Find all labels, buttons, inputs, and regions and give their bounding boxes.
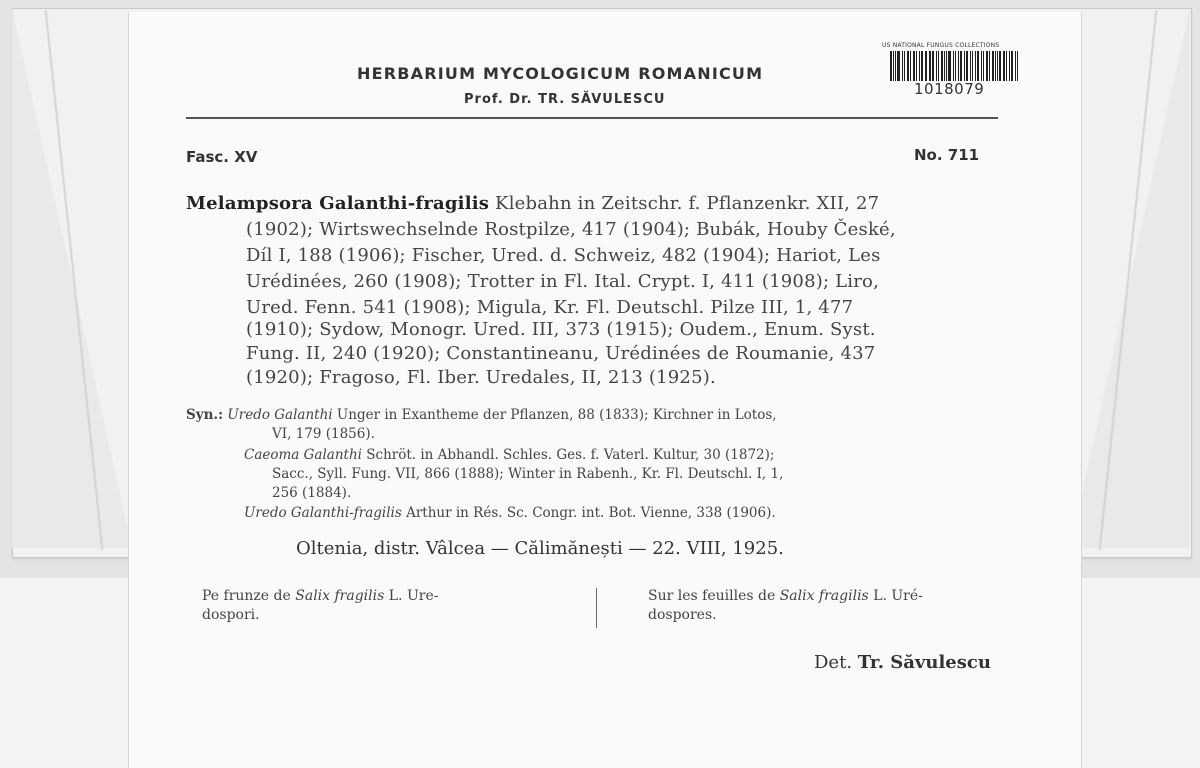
synonym-continuation: 256 (1884). [272, 485, 352, 501]
synonym-continuation: Sacc., Syll. Fung. VII, 866 (1888); Winter in Rabenh., Kr. Fl. Deutschl. I, 1, [272, 466, 784, 482]
synonym-citation: Schröt. in Abhandl. Schles. Ges. f. Vaterl. Kultur, 30 (1872); [366, 447, 775, 463]
barcode-bar [907, 51, 909, 81]
determiner-name: Tr. Săvulescu [857, 652, 991, 673]
barcode-bar [999, 51, 1001, 81]
barcode-bar [921, 51, 923, 81]
barcode-bar [938, 51, 939, 81]
determiner-prefix: Det. [814, 652, 853, 673]
language-divider [596, 588, 597, 628]
barcode-bar [975, 51, 977, 81]
species-name: Melampsora Galanthi-fragilis [186, 193, 490, 214]
host-fr-post: L. Uré- [873, 588, 923, 604]
barcode-bar [948, 51, 950, 81]
barcode-bar [902, 51, 903, 81]
barcode-bar [925, 51, 926, 81]
host-fr-pre: Sur les feuilles de [648, 588, 776, 604]
barcode-bar [983, 51, 984, 81]
barcode-bar [919, 51, 920, 81]
envelope-crease-right [1068, 10, 1188, 550]
barcode-bar [995, 51, 996, 81]
barcode-bar [946, 51, 947, 81]
host-french-cont: dospores. [648, 607, 717, 623]
barcode-bar [953, 51, 955, 81]
envelope-crease-left [14, 10, 134, 550]
barcode-bar [941, 51, 943, 81]
barcode-bar [932, 51, 934, 81]
barcode-bar [986, 51, 988, 81]
synonym-line [244, 505, 776, 521]
barcode-bar [904, 51, 906, 81]
description-line: Urédinées, 260 (1908); Trotter in Fl. Ital. Crypt. I, 411 (1908); Liro, [246, 271, 880, 292]
synonym-continuation: VI, 179 (1856). [272, 426, 375, 442]
barcode-bar [989, 51, 990, 81]
barcode-bar [895, 51, 896, 81]
synonym-name: Caeoma Galanthi [244, 447, 362, 463]
description-line: Fung. II, 240 (1920); Constantineanu, Urédinées de Roumanie, 437 [246, 343, 876, 364]
description-line: (1902); Wirtswechselnde Rostpilze, 417 (1904); Bubák, Houby České, [246, 219, 896, 240]
barcode-bar [890, 51, 892, 81]
barcode-bar [929, 51, 931, 81]
barcode-bar [992, 51, 994, 81]
host-ro-post: L. Ure- [388, 588, 439, 604]
barcode-bar [977, 51, 979, 81]
description-line: (1910); Sydow, Monogr. Ured. III, 373 (1915); Oudem., Enum. Syst. [246, 319, 876, 340]
specimen-number: No. 711 [914, 146, 980, 164]
barcode-bar [958, 51, 959, 81]
synonym-name: Uredo Galanthi [227, 407, 333, 423]
host-ro-pre: Pe frunze de [202, 588, 291, 604]
barcode-bar [913, 51, 915, 81]
barcode-bar [964, 51, 965, 81]
barcode-bar [936, 51, 937, 81]
barcode-bar [981, 51, 982, 81]
barcode-bar [955, 51, 956, 81]
barcode-bar [960, 51, 962, 81]
description-line: Díl I, 188 (1906); Fischer, Ured. d. Schweiz, 482 (1904); Hariot, Les [246, 245, 881, 266]
barcode-number: 1018079 [914, 80, 985, 98]
barcode-bar [997, 51, 998, 81]
barcode-caption: US NATIONAL FUNGUS COLLECTIONS [882, 42, 1000, 49]
description-line: (1920); Fragoso, Fl. Iber. Uredales, II, 213 (1925). [246, 367, 716, 388]
host-french [648, 588, 923, 604]
barcode-bar [1009, 51, 1010, 81]
synonym-line [244, 447, 774, 463]
synonyms-label: Syn.: [186, 407, 224, 423]
synonym-line [186, 407, 777, 423]
herbarium-title: HERBARIUM MYCOLOGICUM ROMANICUM [357, 64, 764, 83]
host-romanian-cont: dospori. [202, 607, 260, 623]
synonym-citation: Arthur in Rés. Sc. Congr. int. Bot. Vienne, 338 (1906). [406, 505, 776, 521]
host-ro-species: Salix fragilis [295, 588, 385, 604]
barcode-bar [926, 51, 927, 81]
barcode-bar [893, 51, 894, 81]
barcode-bar [944, 51, 945, 81]
barcode-bar [897, 51, 899, 81]
barcode-bar [910, 51, 911, 81]
synonym-name: Uredo Galanthi-fragilis [244, 505, 402, 521]
barcode-bar [1015, 51, 1016, 81]
barcode-bar [966, 51, 968, 81]
header-rule [186, 117, 998, 119]
host-romanian [202, 588, 438, 604]
description-line-1 [186, 193, 879, 214]
barcode-bar [972, 51, 973, 81]
description-line: Ured. Fenn. 541 (1908); Migula, Kr. Fl. Deutschl. Pilze III, 1, 477 [246, 297, 854, 318]
herbarium-author: Prof. Dr. TR. SĂVULESCU [464, 92, 666, 107]
synonym-citation: Unger in Exantheme der Pflanzen, 88 (1833); Kirchner in Lotos, [336, 407, 777, 423]
host-fr-species: Salix fragilis [779, 588, 869, 604]
barcode-bar [1011, 51, 1013, 81]
barcode-image [890, 51, 1020, 81]
barcode-bar [916, 51, 917, 81]
barcode-bar [970, 51, 971, 81]
collection-locality: Oltenia, distr. Vâlcea — Călimănești — 22. VIII, 1925. [296, 538, 784, 559]
description-first-rest: Klebahn in Zeitschr. f. Pflanzenkr. XII, 27 [495, 193, 880, 214]
barcode-bar [1006, 51, 1007, 81]
determiner [814, 652, 991, 673]
barcode-bar [1003, 51, 1005, 81]
barcode-bar [1017, 51, 1019, 81]
fascicle-label: Fasc. XV [186, 148, 258, 166]
